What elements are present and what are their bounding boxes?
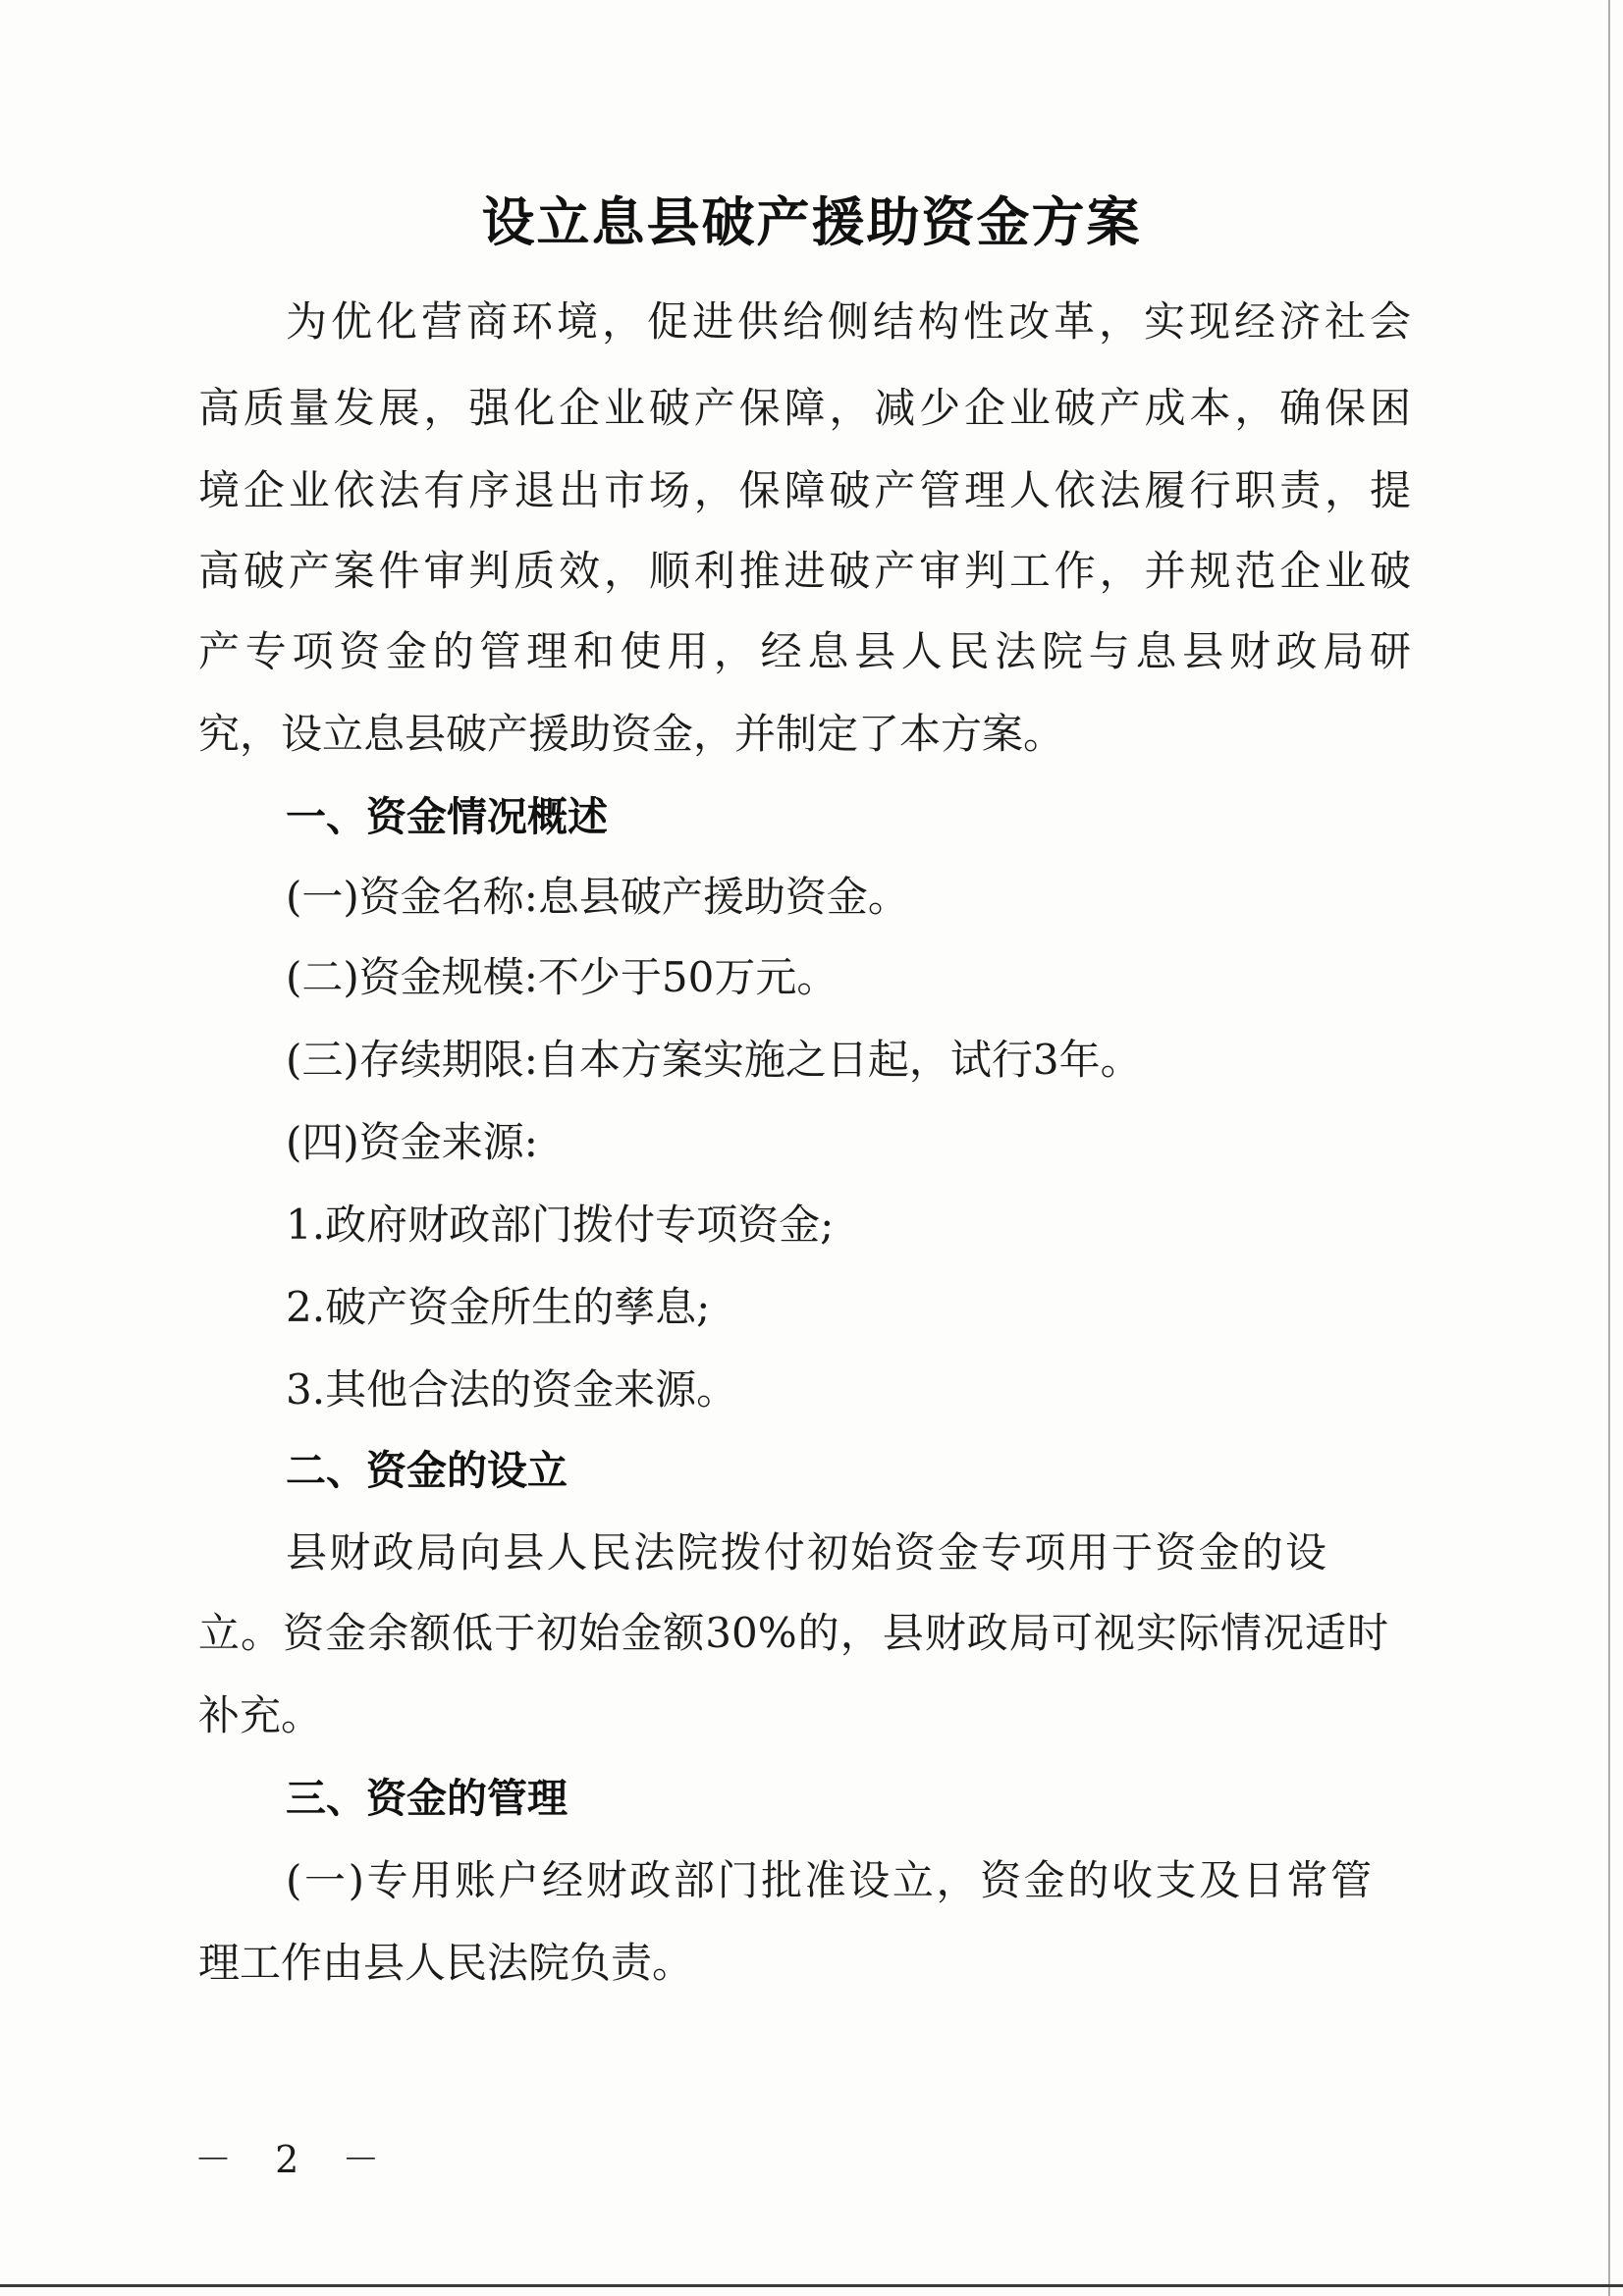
section2-line-1: 县财政局向县人民法院拨付初始资金专项用于资金的设 — [286, 1528, 1326, 1576]
section1-item-3: (三)存续期限:自本方案实施之日起，试行3年。 — [286, 1036, 1142, 1084]
section2-line-3: 补充。 — [198, 1691, 323, 1739]
scan-edge-bottom — [0, 2284, 1623, 2287]
section-heading-1: 一、资金情况概述 — [286, 793, 608, 840]
section1-item-1: (一)资金名称:息县破产援助资金。 — [286, 873, 909, 921]
intro-line-1: 为优化营商环境，促进供给侧结构性改革，实现经济社会 — [286, 297, 1411, 346]
intro-line-4: 高破产案件审判质效，顺利推进破产审判工作，并规范企业破 — [198, 547, 1411, 595]
section1-item-7: 3.其他合法的资金来源。 — [286, 1365, 738, 1414]
intro-line-6: 究，设立息县破产援助资金，并制定了本方案。 — [198, 710, 1065, 758]
section-heading-2: 二、资金的设立 — [286, 1447, 568, 1494]
section3-line-1: (一)专用账户经财政部门批准设立，资金的收支及日常管 — [286, 1856, 1372, 1904]
document-title: 设立息县破产援助资金方案 — [481, 190, 1142, 253]
section1-item-2: (二)资金规模:不少于50万元。 — [286, 953, 839, 1001]
intro-line-3: 境企业依法有序退出市场，保障破产管理人依法履行职责，提 — [198, 466, 1411, 514]
page-number: － 2 － — [194, 2138, 396, 2181]
section2-line-2: 立。资金余额低于初始金额30%的，县财政局可视实际情况适时 — [198, 1609, 1388, 1657]
section1-item-5: 1.政府财政部门拨付专项资金; — [286, 1201, 835, 1249]
intro-line-5: 产专项资金的管理和使用，经息县人民法院与息县财政局研 — [198, 627, 1411, 675]
scan-edge-right — [1608, 0, 1610, 2296]
section1-item-6: 2.破产资金所生的孳息; — [286, 1283, 711, 1331]
section-heading-3: 三、资金的管理 — [286, 1775, 568, 1822]
section3-line-2: 理工作由县人民法院负责。 — [198, 1939, 694, 1987]
intro-line-2: 高质量发展，强化企业破产保障，减少企业破产成本，确保困 — [198, 384, 1411, 432]
section1-item-4: (四)资金来源: — [286, 1118, 538, 1166]
